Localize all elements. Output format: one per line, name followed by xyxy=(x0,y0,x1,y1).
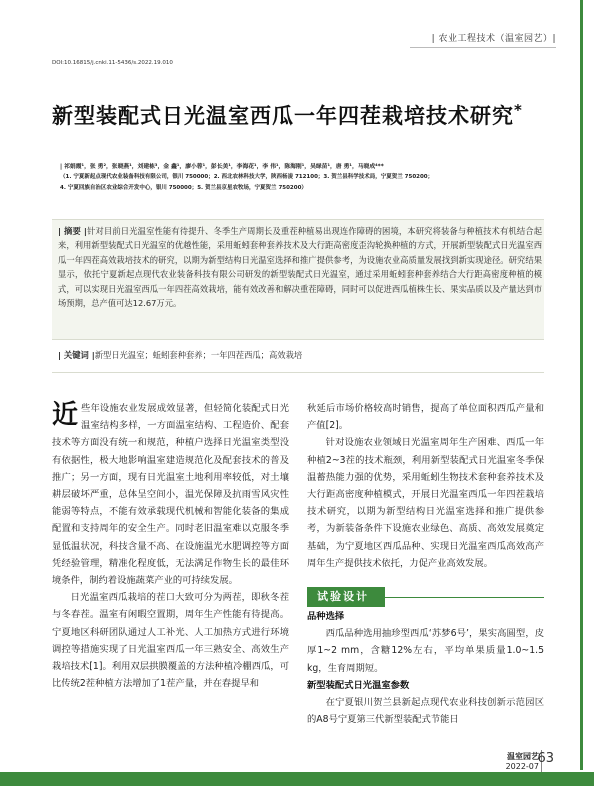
section-tag: | 农业工程技术（温室园艺）| xyxy=(431,34,556,44)
header-rule xyxy=(410,47,556,48)
keywords-label: | 关键词 | xyxy=(58,350,95,360)
title-text: 新型装配式日光温室西瓜一年四茬栽培技术研究 xyxy=(52,104,514,128)
subsection-heading: 品种选择 xyxy=(307,611,345,623)
body-paragraph: 西瓜品种选用抽珍型西瓜‘苏梦6号’，果实高圆型，皮厚1~2 mm，含糖12%左右，平均单果质量1.0~1.5 kg，生育周期短。 xyxy=(307,628,544,674)
footer-magazine xyxy=(506,752,539,772)
keywords-rule xyxy=(52,372,544,373)
body-paragraph: 在宁夏银川贺兰县新起点现代农业科技创新示范园区的A8号宁夏第三代新型装配式节能日 xyxy=(307,697,544,726)
keywords xyxy=(58,349,542,361)
body-paragraph: 日光温室西瓜栽培的茬口大致可分为两茬，即秋冬茬与冬春茬。温室有闲暇空置期，周年生产性能有待提高。宁夏地区科研团队通过人工补光、人工加热方式进行环境调控等措施实现了日光温室西瓜一年三熟安全、高效生产栽培技术[1]。利用双层拱膜覆盖的方法种植冷棚西瓜，可比传统2茬种植方法增加了1茬产量，并在春提早和 xyxy=(52,592,289,690)
keywords-text: 新型日光温室；蚯蚓套种套养；一年四茬西瓜；高效栽培 xyxy=(94,350,303,360)
body-paragraph: 秋延后市场价格较高时销售，提高了单位面积西瓜产量和产值[2]。 xyxy=(307,403,544,432)
subsection-heading: 新型装配式日光温室参数 xyxy=(307,679,410,691)
issue-date: 2022-07 xyxy=(505,762,539,771)
dropcap: 近 xyxy=(52,400,79,430)
page-edge-bar xyxy=(580,0,583,770)
body-paragraph: 针对设施农业领域日光温室周年生产困难、西瓜一年种植2~3茬的技术瓶颈，利用新型装配式日光温室冬季保温蓄热能力强的优势，采用蚯蚓生物技术套种套养技术及大行距高密度种植模式，开展日光温室西瓜一年四茬栽培技术研究，以期为新型结构日光温室选择和推广提供参考，为新装备条件下设施农业绿色、高质、高效发展奠定基础，为宁夏地区西瓜品种、实现日光温室西瓜高效高产周年生产提供技术依托，力促产业高效发展。 xyxy=(307,437,544,569)
body-column-left xyxy=(52,400,289,692)
body-column-right xyxy=(307,400,544,728)
magazine-name: 温室园艺 xyxy=(507,752,539,761)
affiliation-line: （1. 宁夏新起点现代农业装备科技有限公司，银川 750000；2. 西北农林科技大学，陕西杨凌 712100；3. 贺兰县科学技术局，宁夏贺兰 750200； xyxy=(60,174,434,180)
article-title xyxy=(52,94,542,132)
body-paragraph xyxy=(52,400,289,589)
bottom-color-bar xyxy=(0,772,594,786)
author-list: | 祁娟霞¹，张 勇²，张晓燕¹，刘建栋³，金 鑫¹，廖小蓉¹，彭长美¹，李海花¹，李 伟¹，陈海刚¹，吴绿苗¹，唐 勇¹，马晓成⁴** xyxy=(60,164,384,170)
section-heading: 试验设计 xyxy=(307,587,385,607)
title-footnote-mark: * xyxy=(514,101,523,119)
paragraph-text: 些年设施农业发展成效显著，但轻简化装配式日光温室结构多样，一方面温室结构、工程造价、配套技术等方面没有统一和规范，种植户选择日光温室类型没有依据性，极大地影响温室建造规范化及配套技术的普及推广；另一方面，现有日光温室土地利用率较低，对土壤耕层破坏严重，总体呈空间小，温光保障及抗雨雪风灾性能弱等特点，不能有效承载现代机械和智能化装备的集成配置和支持周年的安全生产。同时老旧温室难以克服冬季显低温状况，科技含量不高、在设施温光水肥调控等方面凭经验管理，精准化程度低，无法满足作物生长的最佳环境条件，制约着设施蔬菜产业的可持续发展。 xyxy=(52,403,289,587)
affiliations xyxy=(60,172,540,194)
abstract-label: | 摘要 | xyxy=(58,226,87,236)
doi-line: DOI:10.16815/j.cnki.11-5436/s.2022.19.010 xyxy=(52,60,173,66)
abstract-text: 针对目前日光温室性能有待提升、冬季生产周期长及重茬种植易出现连作障碍的困境，本研究将装备与种植技术有机结合起来，利用新型装配式日光温室的优越性能，采用蚯蚓套种套养技术及大行距高密度歪沟轮换种植的方式，开展新型装配式日光温室西瓜一年四茬高效栽培技术的研究，以期为新型结构日光温室选择和推广提供参考，为设施农业高质量发展找到新实现途径。研究结果显示，依托宁夏新起点现代农业装备科技有限公司研发的新型装配式日光温室，通过采用蚯蚓套种套养结合大行距高密度种植的模式，可以实现日光温室西瓜一年四茬高效栽培，能有效改善和解决重茬障碍，同时可以促进西瓜植株生长、果实品质以及产量达到市场预期，总产值可达12.67万元。 xyxy=(58,226,542,309)
section-heading-rule xyxy=(385,597,544,598)
page-number: 63 xyxy=(537,751,554,766)
abstract xyxy=(58,224,542,310)
affiliation-line: 4. 宁夏回族自治区农业综合开发中心，银川 750000；5. 贺兰县京星农牧场，宁夏贺兰 750200） xyxy=(60,185,307,191)
